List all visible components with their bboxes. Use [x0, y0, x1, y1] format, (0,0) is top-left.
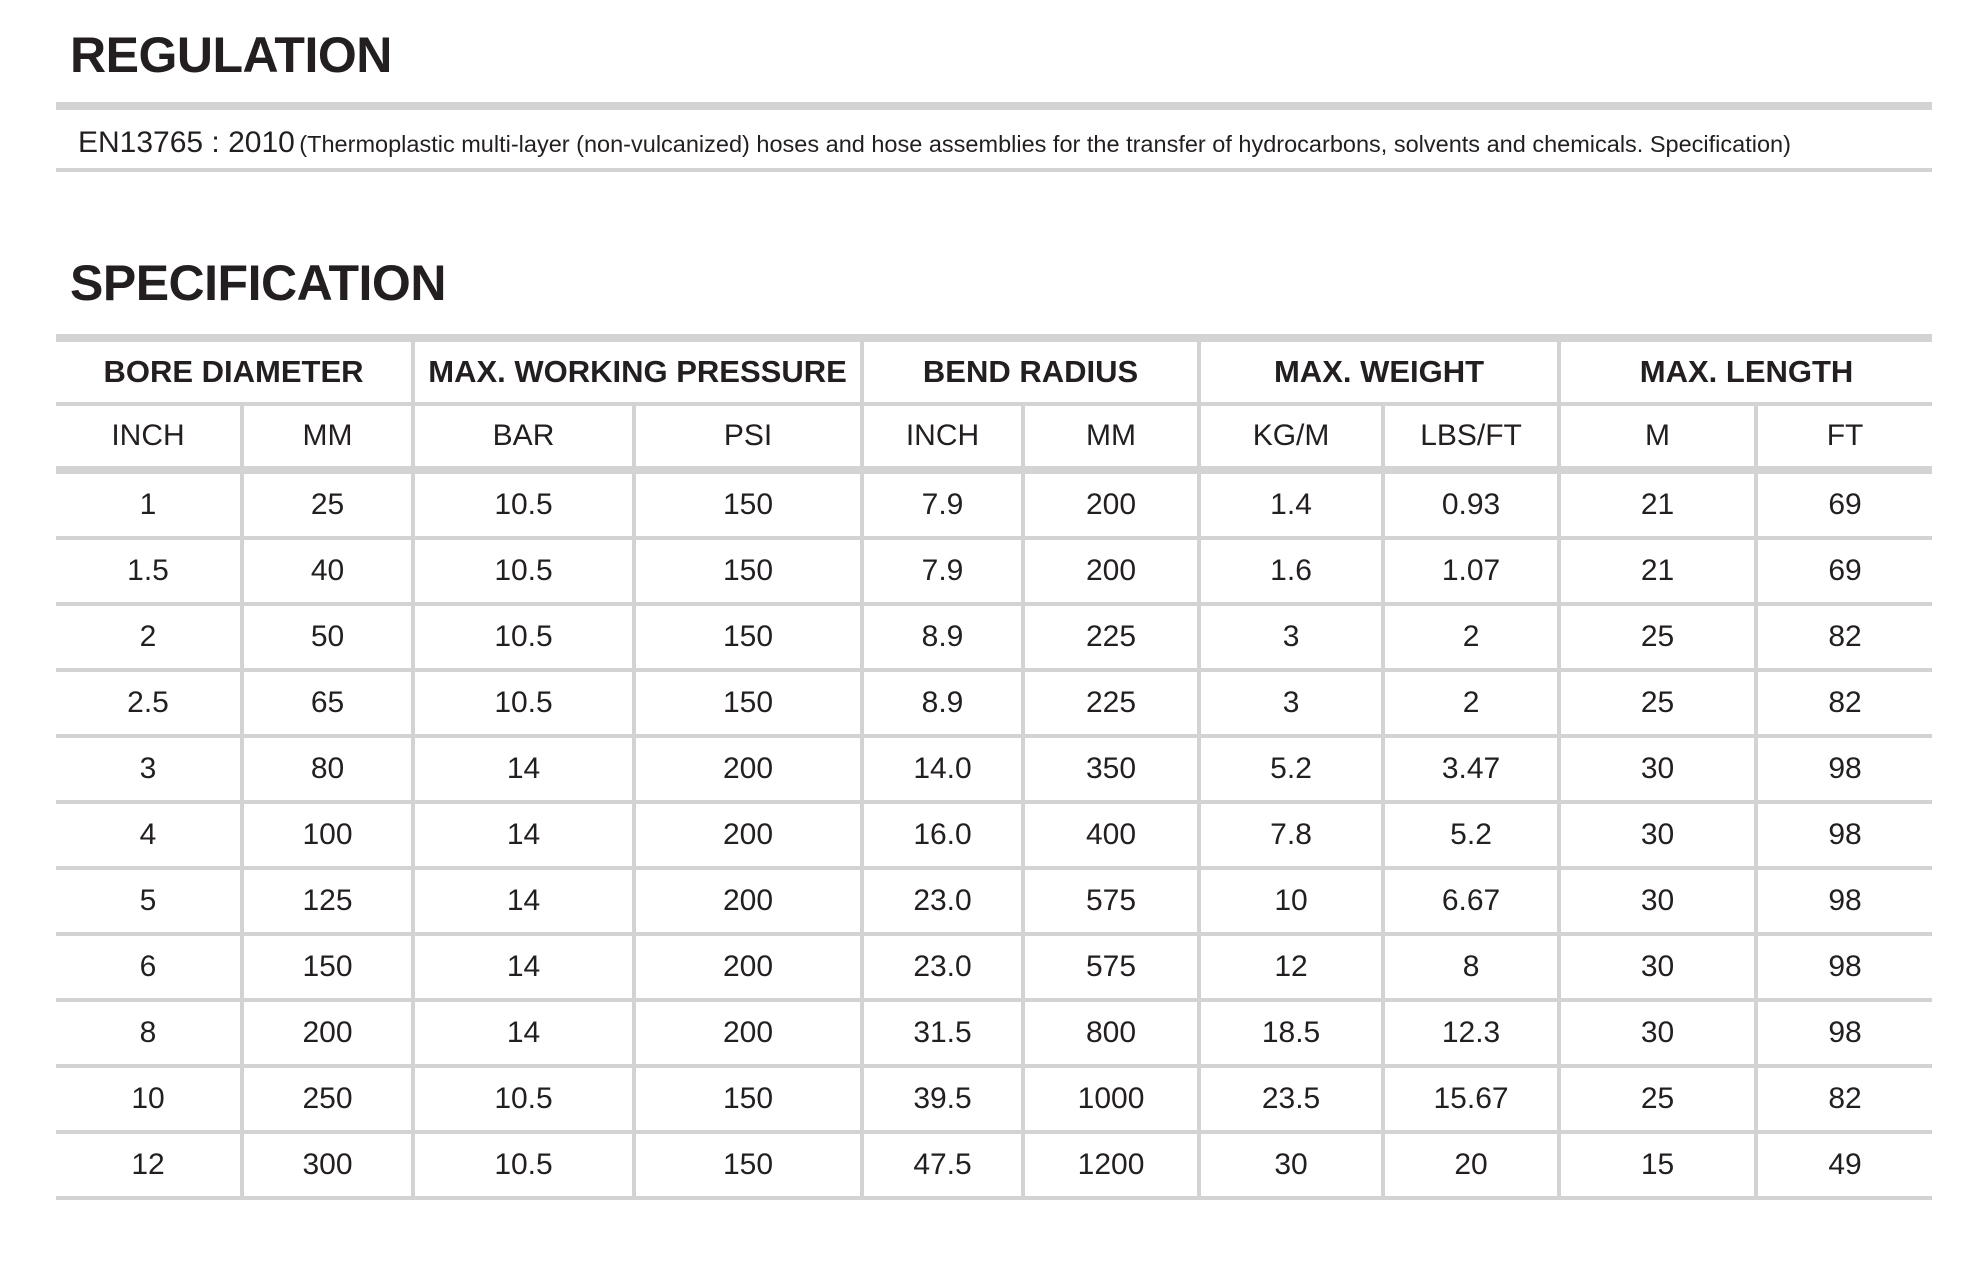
table-row	[56, 802, 1932, 868]
table-cell: 200	[634, 868, 862, 934]
unit-header: LBS/FT	[1383, 404, 1559, 470]
table-cell: 69	[1756, 470, 1932, 538]
table-cell: 10.5	[413, 538, 634, 604]
table-cell: 150	[634, 670, 862, 736]
table-row	[56, 1000, 1932, 1066]
table-cell: 25	[1559, 1066, 1756, 1132]
table-cell: 8.9	[862, 604, 1023, 670]
regulation-title: REGULATION	[70, 27, 392, 83]
table-cell: 250	[242, 1066, 413, 1132]
group-header-row	[56, 338, 1932, 404]
table-cell: 14	[413, 1000, 634, 1066]
table-cell: 10.5	[413, 670, 634, 736]
table-cell: 31.5	[862, 1000, 1023, 1066]
table-cell: 98	[1756, 868, 1932, 934]
table-cell: 5.2	[1383, 802, 1559, 868]
table-cell: 16.0	[862, 802, 1023, 868]
table-cell: 3	[1199, 670, 1383, 736]
table-cell: 98	[1756, 802, 1932, 868]
table-cell: 39.5	[862, 1066, 1023, 1132]
table-cell: 47.5	[862, 1132, 1023, 1198]
unit-header: INCH	[862, 404, 1023, 470]
table-cell: 3	[56, 736, 242, 802]
table-cell: 69	[1756, 538, 1932, 604]
table-row	[56, 538, 1932, 604]
table-cell: 575	[1023, 868, 1199, 934]
table-cell: 14	[413, 736, 634, 802]
table-cell: 400	[1023, 802, 1199, 868]
table-cell: 3	[1199, 604, 1383, 670]
unit-header: PSI	[634, 404, 862, 470]
table-cell: 12	[131, 1148, 165, 1181]
table-cell: 14	[413, 802, 634, 868]
table-cell: 14	[413, 868, 634, 934]
table-cell: 30	[1559, 802, 1756, 868]
table-cell: 200	[242, 1000, 413, 1066]
table-cell: 6	[56, 934, 242, 1000]
unit-header: KG/M	[1199, 404, 1383, 470]
regulation-description: (Thermoplastic multi-layer (non-vulcanized) hoses and hose assemblies for the transfer of hydrocarbons, solvents and chemicals. Specification)	[299, 131, 1791, 157]
table-cell: 49	[1756, 1132, 1932, 1198]
table-row	[56, 470, 1932, 538]
table-cell: 98	[1756, 736, 1932, 802]
table-cell: 1.6	[1199, 538, 1383, 604]
table-cell: 21	[1559, 470, 1756, 538]
table-cell: 200	[634, 1000, 862, 1066]
table-cell: 200	[634, 934, 862, 1000]
table-cell: 150	[634, 470, 862, 538]
table-cell: 5.2	[1199, 736, 1383, 802]
unit-header: BAR	[413, 404, 634, 470]
table-cell: 30	[1559, 934, 1756, 1000]
table-cell: 125	[242, 868, 413, 934]
table-cell: 200	[634, 802, 862, 868]
table-cell: 800	[1023, 1000, 1199, 1066]
table-cell: 65	[242, 670, 413, 736]
table-cell: 25	[242, 470, 413, 538]
regulation-code: EN13765 : 2010	[78, 126, 295, 159]
table-cell: 200	[1023, 538, 1199, 604]
table-cell: 225	[1023, 604, 1199, 670]
table-cell: 7.9	[862, 538, 1023, 604]
table-cell: 25	[1559, 604, 1756, 670]
table-row	[56, 736, 1932, 802]
table-cell: 15	[1559, 1132, 1756, 1198]
table-cell: 23.5	[1199, 1066, 1383, 1132]
table-cell: 0.93	[1383, 470, 1559, 538]
table-cell: 23.0	[862, 934, 1023, 1000]
table-cell: 150	[634, 1066, 862, 1132]
table-cell: 1200	[1023, 1132, 1199, 1198]
table-cell: 15.67	[1383, 1066, 1559, 1132]
specification-title: SPECIFICATION	[70, 255, 446, 311]
table-cell: 18.5	[1199, 1000, 1383, 1066]
table-cell: 150	[634, 538, 862, 604]
table-cell: 82	[1756, 604, 1932, 670]
table-cell: 30	[1559, 1000, 1756, 1066]
table-row	[56, 934, 1932, 1000]
table-cell: 8.9	[862, 670, 1023, 736]
table-cell: 2	[1383, 670, 1559, 736]
table-cell: 1.5	[56, 538, 242, 604]
table-cell: 2	[1383, 604, 1559, 670]
table-cell: 1	[56, 470, 242, 538]
table-cell: 10.5	[413, 1066, 634, 1132]
table-cell: 7.8	[1199, 802, 1383, 868]
table-cell: 98	[1756, 1000, 1932, 1066]
table-cell: 50	[242, 604, 413, 670]
table-row	[56, 670, 1932, 736]
table-cell: 2.5	[56, 670, 242, 736]
table-cell: 1.07	[1383, 538, 1559, 604]
table-cell: 14.0	[862, 736, 1023, 802]
unit-header-row	[56, 404, 1932, 470]
table-cell: 8	[1383, 934, 1559, 1000]
regulation-text	[78, 128, 1791, 158]
unit-header: MM	[1023, 404, 1199, 470]
regulation-box	[56, 102, 1932, 172]
group-header-bore-diameter: BORE DIAMETER	[56, 338, 413, 404]
group-header-max-length: MAX. LENGTH	[1559, 338, 1932, 404]
table-cell: 82	[1756, 1066, 1932, 1132]
table-cell: 10	[56, 1066, 242, 1132]
table-cell: 30	[1559, 736, 1756, 802]
table-cell: 150	[242, 934, 413, 1000]
unit-header: MM	[242, 404, 413, 470]
table-cell: 10.5	[413, 470, 634, 538]
table-cell: 20	[1383, 1132, 1559, 1198]
table-cell: 21	[1559, 538, 1756, 604]
table-cell: 350	[1023, 736, 1199, 802]
table-cell: 30	[1559, 868, 1756, 934]
table-cell: 23.0	[862, 868, 1023, 934]
table-cell: 10.5	[413, 604, 634, 670]
table-cell: 100	[242, 802, 413, 868]
table-cell: 14	[413, 934, 634, 1000]
table-row	[56, 1066, 1932, 1132]
table-cell: 7.9	[862, 470, 1023, 538]
table-cell: 575	[1023, 934, 1199, 1000]
table-cell: 5	[56, 868, 242, 934]
table-cell: 6.67	[1383, 868, 1559, 934]
table-cell: 150	[634, 604, 862, 670]
group-header-bend-radius: BEND RADIUS	[862, 338, 1199, 404]
table-cell: 98	[1756, 934, 1932, 1000]
table-cell: 225	[1023, 670, 1199, 736]
specification-table	[56, 334, 1932, 1200]
group-header-max-weight: MAX. WEIGHT	[1199, 338, 1559, 404]
table-cell: 25	[1559, 670, 1756, 736]
specification-table-body	[56, 470, 1932, 1198]
table-cell: 3.47	[1383, 736, 1559, 802]
table-cell: 4	[56, 802, 242, 868]
table-cell: 82	[1756, 670, 1932, 736]
table-row	[56, 1132, 1932, 1198]
table-cell: 12	[1199, 934, 1383, 1000]
table-cell: 200	[634, 736, 862, 802]
table-cell: 300	[242, 1132, 413, 1198]
table-cell: 12.3	[1383, 1000, 1559, 1066]
group-header-max-working-pressure: MAX. WORKING PRESSURE	[413, 338, 862, 404]
table-cell: 80	[242, 736, 413, 802]
table-cell: 10	[1199, 868, 1383, 934]
unit-header: INCH	[56, 404, 242, 470]
table-cell: 30	[1199, 1132, 1383, 1198]
table-row	[56, 868, 1932, 934]
unit-header: FT	[1756, 404, 1932, 470]
table-cell: 150	[634, 1132, 862, 1198]
table-cell: 8	[56, 1000, 242, 1066]
unit-header: M	[1559, 404, 1756, 470]
table-cell: 1.4	[1199, 470, 1383, 538]
table-cell: 40	[242, 538, 413, 604]
table-cell: 2	[56, 604, 242, 670]
table-cell: 1000	[1023, 1066, 1199, 1132]
table-cell: 200	[1023, 470, 1199, 538]
table-row	[56, 604, 1932, 670]
table-cell: 10.5	[413, 1132, 634, 1198]
